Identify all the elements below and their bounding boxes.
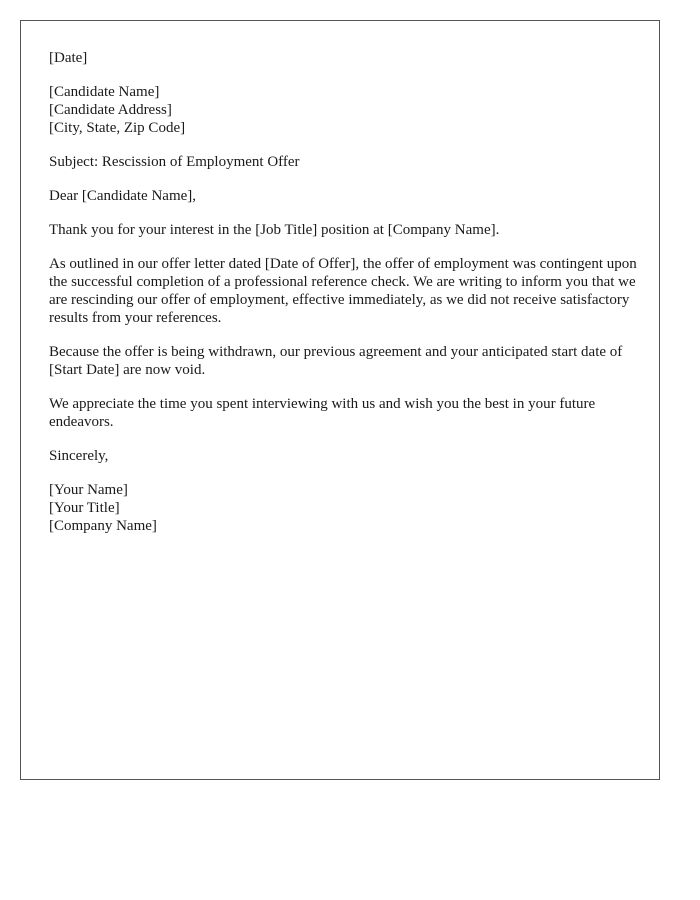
paragraph-void-agreement: Because the offer is being withdrawn, our previous agreement and your anticipated start date of [Start Date] are now void.	[49, 344, 623, 378]
paragraph-rescission: As outlined in our offer letter dated [Date of Offer], the offer of employment was contingent upon the successful completion of a professional reference check. We are writing to inform you that we are rescinding our offer of employment, effective immediately, as we did not receive satisfactory results from your references.	[49, 256, 637, 326]
letter-closing: Sincerely,	[49, 448, 109, 464]
salutation-line	[49, 187, 649, 205]
closing-line	[49, 447, 649, 465]
signature-title: [Your Title]	[49, 500, 120, 516]
signature-company: [Company Name]	[49, 518, 157, 534]
letter-body	[49, 49, 649, 551]
letter-date: [Date]	[49, 50, 88, 66]
signature-block	[49, 481, 649, 535]
paragraph-intro: Thank you for your interest in the [Job Title] position at [Company Name].	[49, 222, 500, 238]
recipient-address-block	[49, 83, 649, 137]
signature-name: [Your Name]	[49, 482, 128, 498]
letter-subject: Subject: Rescission of Employment Offer	[49, 154, 300, 170]
subject-line	[49, 153, 649, 171]
recipient-name: [Candidate Name]	[49, 84, 160, 100]
date-line	[49, 49, 649, 67]
recipient-city-state-zip: [City, State, Zip Code]	[49, 120, 186, 136]
recipient-address: [Candidate Address]	[49, 102, 172, 118]
paragraph-appreciation: We appreciate the time you spent interviewing with us and wish you the best in your future endeavors.	[49, 396, 596, 430]
letter-salutation: Dear [Candidate Name],	[49, 188, 197, 204]
letter-page	[20, 20, 660, 780]
